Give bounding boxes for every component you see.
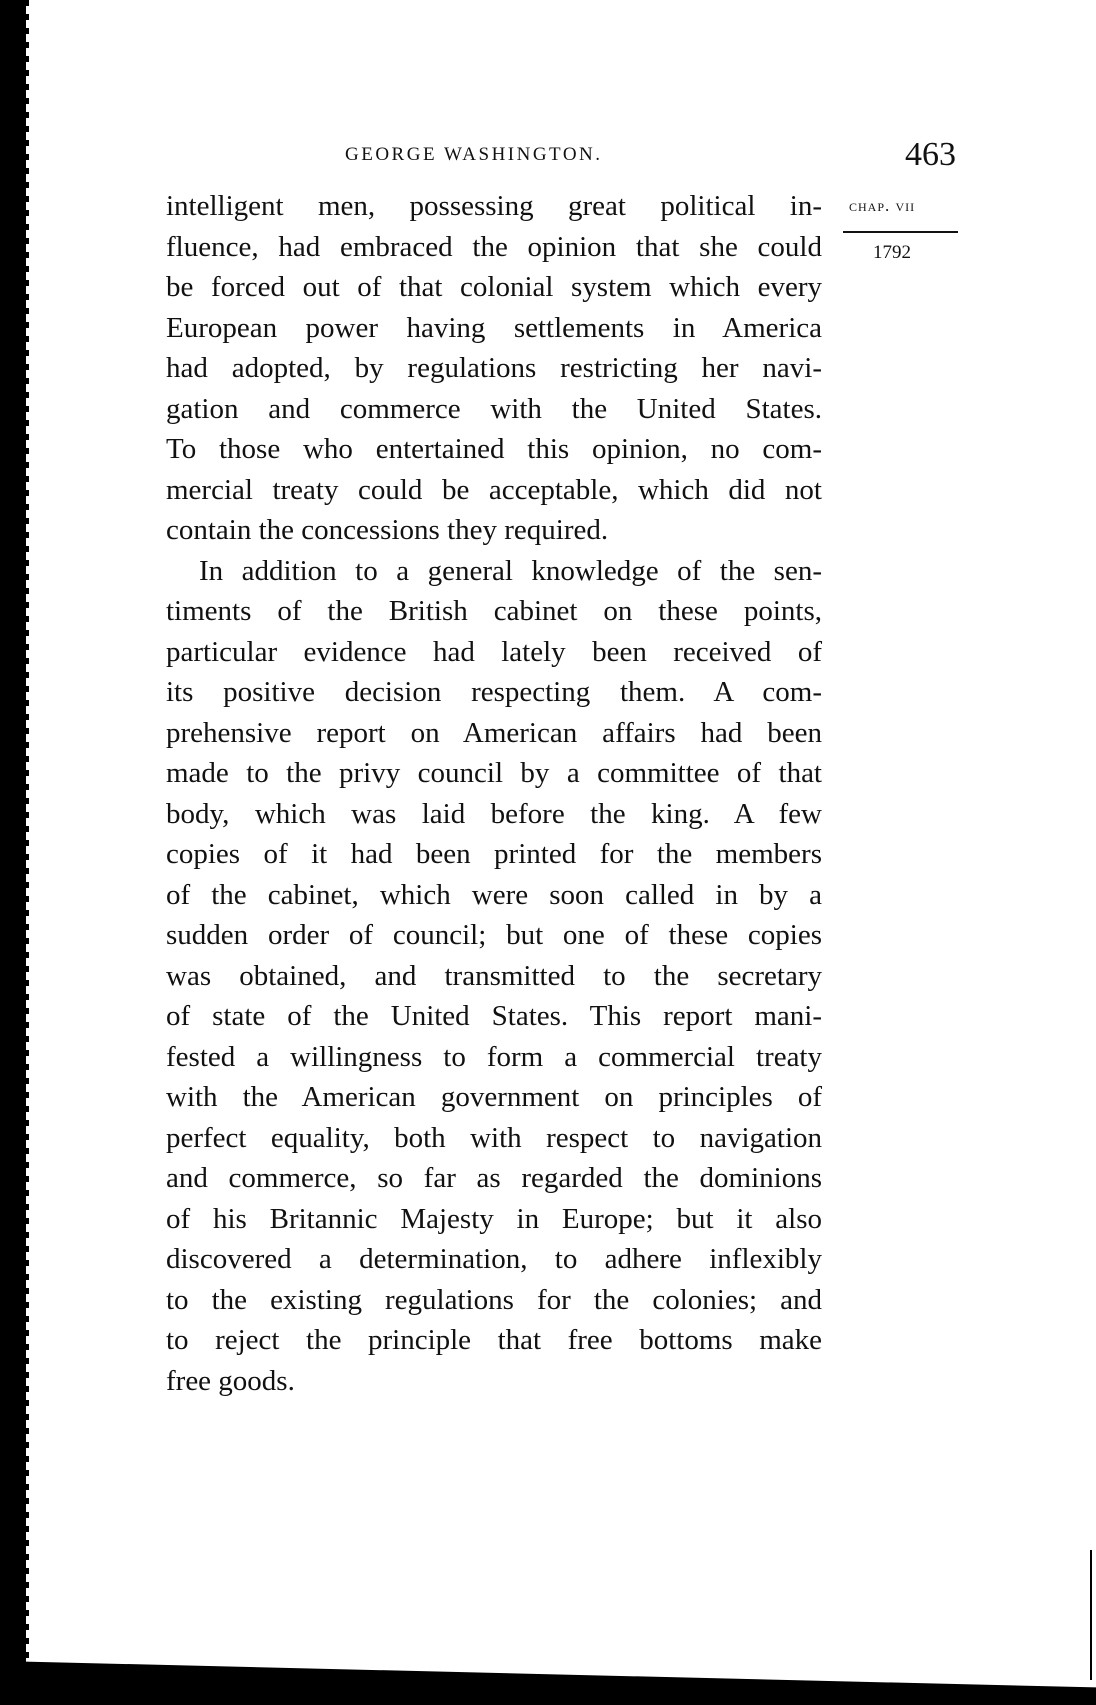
paragraph <box>166 551 822 1402</box>
body-text <box>166 186 822 1401</box>
text-line: to the existing regulations for the colonies; and <box>166 1283 822 1316</box>
text-line: of state of the United States. This report mani- <box>166 1000 822 1032</box>
text-line: prehensive report on American affairs had been <box>166 716 822 749</box>
paragraph <box>166 186 822 551</box>
margin-year: 1792 <box>873 242 911 263</box>
text-line: its positive decision respecting them. A com- <box>166 676 822 708</box>
text-line: be forced out of that colonial system which every <box>166 271 822 303</box>
text-line: copies of it had been printed for the members <box>166 838 822 870</box>
text-line: particular evidence had lately been received of <box>166 635 822 668</box>
text-line: contain the concessions they required. <box>166 514 609 546</box>
text-line: discovered a determination, to adhere inflexibly <box>166 1243 822 1275</box>
text-line: and commerce, so far as regarded the dominions <box>166 1162 822 1194</box>
text-line: made to the privy council by a committee of that <box>166 757 822 789</box>
text-line: body, which was laid before the king. A few <box>166 797 822 830</box>
margin-chapter: chap. vii <box>849 196 916 215</box>
page-right-edge <box>1090 1550 1092 1680</box>
text-line: of the cabinet, which were soon called in by a <box>166 878 822 911</box>
page-bottom-edge-shadow <box>0 1661 1096 1705</box>
text-line: to reject the principle that free bottoms make <box>166 1324 822 1356</box>
text-line: fluence, had embraced the opinion that she could <box>166 230 822 263</box>
margin-rule <box>843 231 958 233</box>
text-line: mercial treaty could be acceptable, which did not <box>166 473 822 506</box>
page-binding-edge <box>26 0 29 1705</box>
running-title: GEORGE WASHINGTON. <box>345 144 603 165</box>
text-line: sudden order of council; but one of these copies <box>166 919 822 951</box>
text-line: was obtained, and transmitted to the secretary <box>166 959 822 992</box>
text-line: To those who entertained this opinion, no com- <box>166 433 822 465</box>
text-line: of his Britannic Majesty in Europe; but it also <box>166 1202 822 1235</box>
text-line: with the American government on principles of <box>166 1081 822 1113</box>
text-line: In addition to a general knowledge of the sen- <box>199 554 822 587</box>
text-line: fested a willingness to form a commercial treaty <box>166 1040 822 1073</box>
page-number: 463 <box>905 136 956 173</box>
page-binding-shadow <box>0 0 26 1705</box>
text-line: gation and commerce with the United States. <box>166 392 822 425</box>
text-line: European power having settlements in America <box>166 311 822 344</box>
text-line: had adopted, by regulations restricting her navi- <box>166 352 822 384</box>
text-line: free goods. <box>166 1364 295 1397</box>
text-line: perfect equality, both with respect to navigation <box>166 1121 822 1154</box>
text-line: intelligent men, possessing great political in- <box>166 190 822 222</box>
text-line: timents of the British cabinet on these points, <box>166 595 822 627</box>
